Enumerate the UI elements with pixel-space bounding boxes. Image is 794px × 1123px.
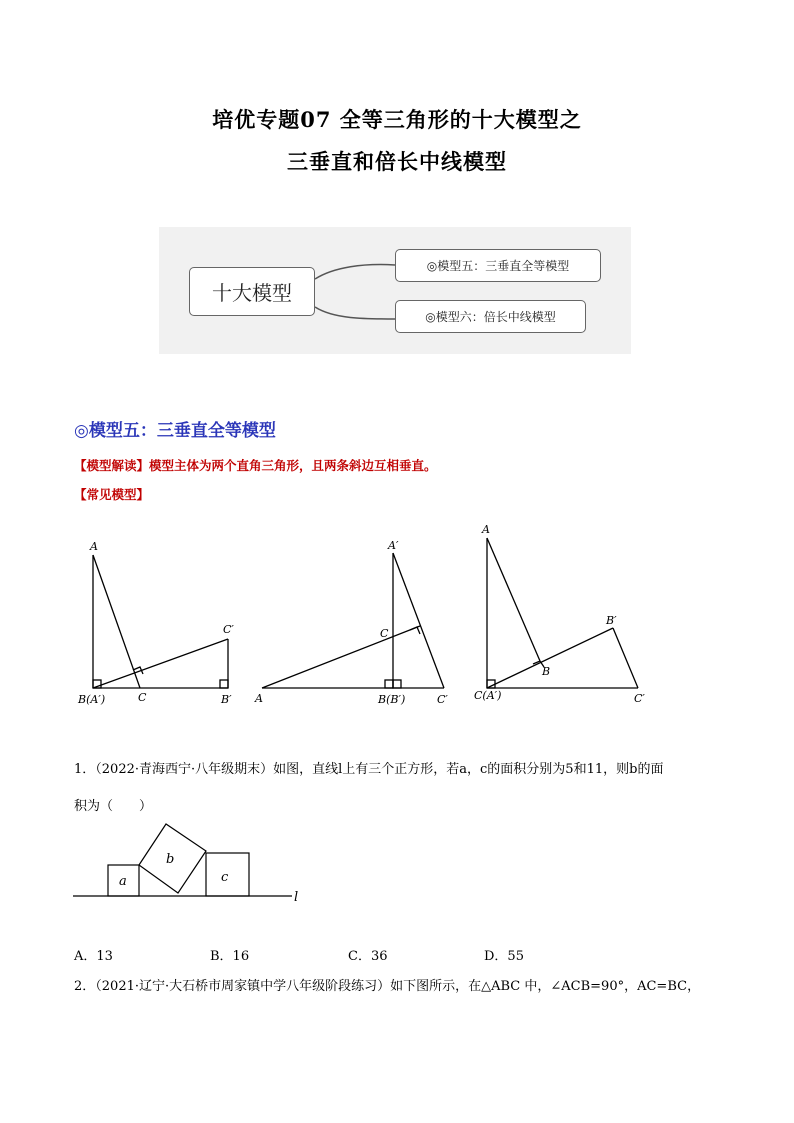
figure-2 (262, 553, 444, 688)
fig2-label-C: C (380, 627, 389, 640)
fig1-label-Bp: B′ (221, 693, 232, 706)
q1-fig-label-l: l (294, 890, 299, 905)
figure-1 (93, 555, 228, 688)
fig1-label-A: A (90, 540, 98, 553)
q1-option-c: C．36 (348, 949, 388, 964)
fig3-label-CA: C(A′) (474, 689, 502, 702)
fig1-label-BA: B(A′) (78, 693, 106, 706)
mindmap-branch-model5: ◎模型五：三垂直全等模型 (395, 249, 601, 282)
fig1-label-C: C (138, 691, 147, 704)
section-title: ◎模型五：三垂直全等模型 (74, 421, 276, 441)
mindmap-root: 十大模型 (189, 267, 315, 316)
mindmap-branch-model6: ◎模型六：倍长中线模型 (395, 300, 586, 333)
question1-line1: 1．（2022·青海西宁·八年级期末）如图，直线l上有三个正方形，若a，c的面积分别为5和11，则b的面 (74, 762, 664, 777)
q1-option-d: D．55 (484, 949, 524, 964)
page-title-line1: 培优专题07 全等三角形的十大模型之 (212, 107, 582, 132)
model-figures (0, 520, 794, 710)
fig2-label-BB: B(B′) (378, 693, 406, 706)
fig2-label-A: A (255, 692, 263, 705)
fig3-label-Cp: C′ (634, 692, 645, 705)
model-interpretation: 【模型解读】模型主体为两个直角三角形，且两条斜边互相垂直。 (74, 458, 437, 473)
question2-line1: 2．（2021·辽宁·大石桥市周家镇中学八年级阶段练习）如下图所示，在△ABC 中，∠ACB=90°，AC=BC， (74, 979, 701, 994)
q1-fig-label-b: b (166, 852, 175, 867)
fig3-label-Bp: B′ (606, 614, 617, 627)
page-title-line2: 三垂直和倍长中线模型 (287, 149, 507, 174)
figure-3 (487, 538, 638, 688)
mindmap (159, 227, 631, 354)
question1-figure (70, 820, 310, 910)
fig2-label-Cp: C′ (437, 693, 448, 706)
question1-line2: 积为（ ） (74, 799, 153, 814)
q1-option-a: A．13 (74, 949, 113, 964)
fig3-label-B: B (542, 665, 551, 678)
q1-fig-label-c: c (221, 870, 229, 885)
fig3-label-A: A (482, 523, 490, 536)
q1-option-b: B．16 (210, 949, 250, 964)
fig2-label-Ap: A′ (388, 539, 399, 552)
fig1-label-Cp: C′ (223, 623, 234, 636)
common-models-label: 【常见模型】 (74, 487, 150, 502)
q1-fig-label-a: a (119, 874, 127, 889)
